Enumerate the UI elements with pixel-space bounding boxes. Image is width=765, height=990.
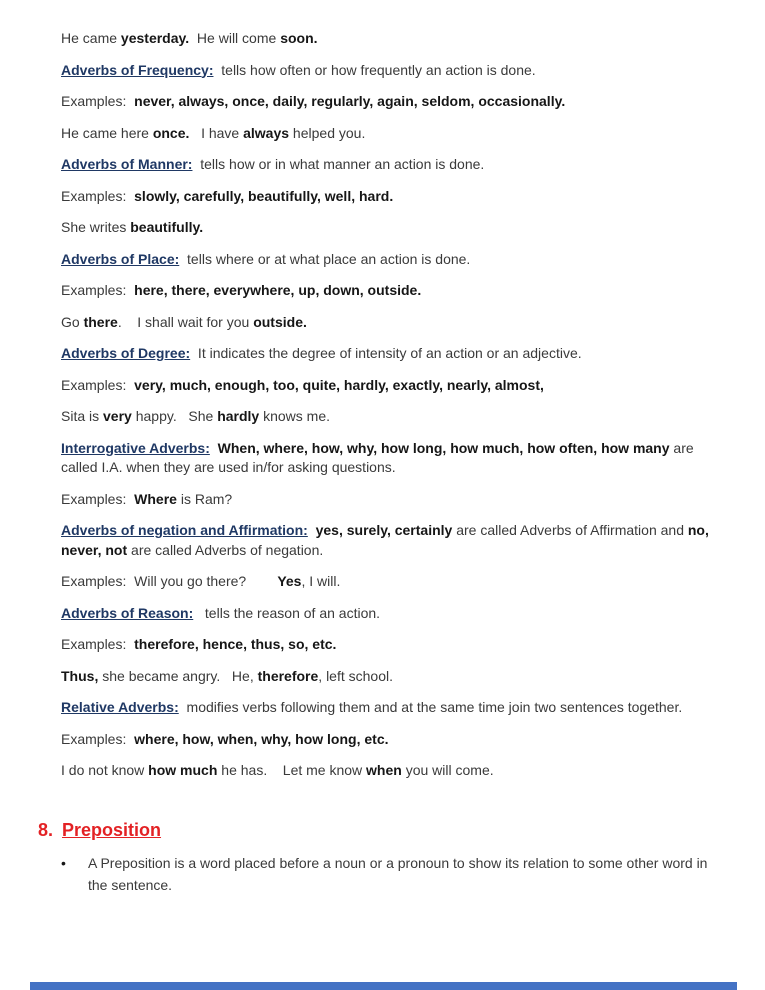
text-run: knows me. (259, 408, 331, 424)
paragraph (61, 313, 713, 333)
paragraph (61, 29, 713, 49)
paragraph (61, 61, 713, 81)
text-run: Examples: (61, 376, 135, 393)
text-run: It indicates the degree of intensity of an action or an adjective. (190, 345, 582, 361)
text-run: tells how or in what manner an action is done. (192, 156, 485, 172)
text-run: I do not know (61, 762, 149, 778)
paragraph (61, 572, 713, 592)
paragraph (61, 761, 713, 781)
text-run: When, where, how, why, how long, how much, how often, how many (217, 439, 670, 456)
text-run: Examples: (61, 730, 135, 747)
text-run: Sita is (61, 408, 104, 424)
paragraph (61, 635, 713, 655)
text-run: He came (61, 30, 121, 46)
text-run: Yes (277, 573, 302, 589)
paragraph (61, 281, 713, 301)
paragraph (61, 218, 713, 238)
paragraph (61, 604, 713, 624)
text-run: is Ram? (176, 490, 233, 507)
text-run: beautifully. (130, 219, 204, 235)
term-heading: Adverbs of Frequency: (61, 61, 214, 78)
term-heading: Adverbs of Degree: (61, 345, 191, 361)
paragraph (61, 92, 713, 112)
text-run: Where (134, 490, 177, 507)
text-run: therefore, hence, thus, so, etc. (134, 636, 337, 652)
paragraph (61, 698, 713, 718)
text-run: tells how often or how frequently an action is done. (213, 61, 536, 78)
text-run: Examples: (61, 93, 135, 109)
text-run: Examples: (61, 490, 135, 507)
text-run: happy. She (131, 408, 218, 424)
text-run: when (366, 762, 402, 778)
text-run: hardly (217, 408, 260, 424)
section-number: 8. (38, 819, 54, 840)
text-run: how much (148, 762, 218, 778)
section-heading (38, 818, 713, 842)
text-run: she became angry. He, (98, 667, 258, 684)
text-run: yesterday. (120, 30, 190, 46)
text-run: you will come. (401, 762, 494, 778)
text-run: , I will. (301, 573, 341, 589)
bullet-item (61, 852, 713, 896)
paragraph (61, 490, 713, 510)
text-run: are called Adverbs of negation. (127, 541, 324, 558)
text-run: are called I.A. when they are used in/for asking questions. (61, 439, 698, 475)
paragraph (61, 407, 713, 427)
text-run: no, never, not (61, 522, 713, 558)
text-run: here, there, everywhere, up, down, outside. (134, 282, 422, 298)
term-heading: Adverbs of Manner: (61, 156, 193, 172)
text-run (210, 440, 218, 456)
text-run: Go (61, 313, 84, 330)
paragraph (61, 667, 713, 687)
text-run: Examples: (61, 282, 135, 298)
text-run: I have (189, 124, 244, 141)
paragraph (61, 344, 713, 364)
text-run: where, how, when, why, how long, etc. (134, 730, 389, 747)
text-run (308, 522, 316, 538)
text-run: modifies verbs following them and at the same time join two sentences together. (178, 699, 683, 715)
text-run: there (83, 313, 118, 330)
text-run: Examples: Will you go there? (61, 573, 278, 589)
text-run: he has. Let me know (217, 762, 367, 778)
term-heading: Adverbs of Place: (61, 250, 180, 267)
term-heading: Adverbs of negation and Affirmation: (61, 522, 308, 538)
text-run: never, always, once, daily, regularly, again, seldom, occasionally. (134, 93, 566, 109)
text-run: Examples: (61, 636, 135, 652)
text-run: very, much, enough, too, quite, hardly, exactly, nearly, almost, (134, 376, 544, 393)
text-run: He will come (189, 30, 281, 46)
text-run: Examples: (61, 187, 135, 204)
text-run: always (243, 124, 290, 141)
text-run: . I shall wait for you (117, 313, 254, 330)
bullet-icon: • (61, 854, 66, 871)
table-top-edge-bar (30, 982, 737, 990)
document-body (38, 29, 713, 896)
term-heading: Adverbs of Reason: (61, 604, 194, 621)
paragraph (61, 124, 713, 144)
text-run: slowly, carefully, beautifully, well, hard. (134, 187, 394, 204)
text-run: She writes (61, 219, 131, 235)
text-run: once. (152, 124, 190, 141)
text-run: therefore (257, 667, 319, 684)
text-run: He came here (61, 124, 153, 141)
text-run: soon. (280, 30, 318, 46)
text-run: are called Adverbs of Affirmation and (452, 522, 688, 538)
text-run: helped you. (289, 124, 366, 141)
paragraph (61, 155, 713, 175)
text-run: tells where or at what place an action is done. (179, 250, 471, 267)
term-heading: Interrogative Adverbs: (61, 439, 210, 456)
term-heading: Relative Adverbs: (61, 699, 179, 715)
text-run: , left school. (318, 667, 393, 684)
text-run: yes, surely, certainly (315, 522, 453, 538)
text-run: tells the reason of an action. (193, 604, 381, 621)
section-title: Preposition (62, 819, 162, 840)
paragraph (61, 376, 713, 396)
text-run: outside. (253, 313, 307, 330)
paragraph (61, 521, 713, 560)
paragraph (61, 187, 713, 207)
paragraph (61, 730, 713, 750)
paragraph (61, 439, 713, 478)
paragraph (61, 250, 713, 270)
text-run: very (103, 408, 132, 424)
bullet-text: A Preposition is a word placed before a noun or a pronoun to show its relation to some other word in the sentence. (88, 854, 712, 893)
text-run: Thus, (61, 667, 99, 684)
